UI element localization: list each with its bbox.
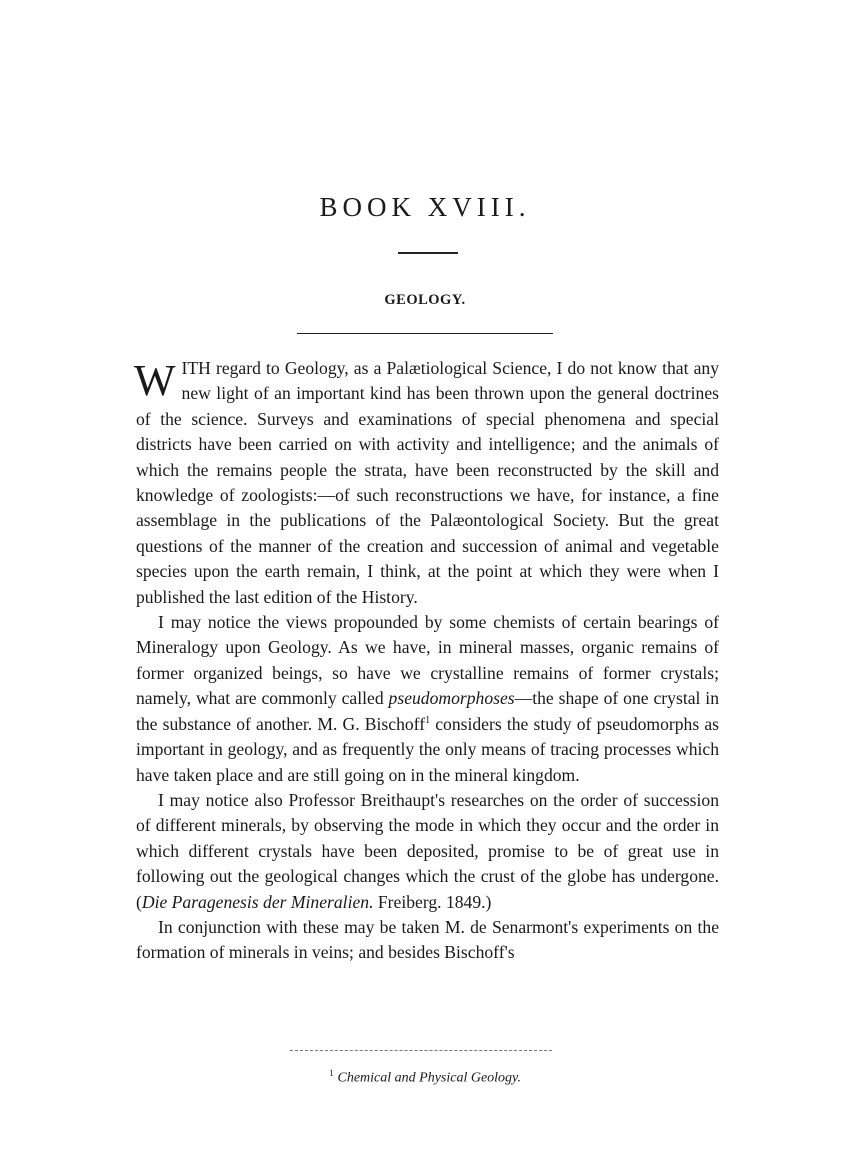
paragraph-2-italic-term: pseudomorphoses	[388, 688, 515, 709]
footnote-text: Chemical and Physical Geology.	[337, 1070, 522, 1086]
paragraph-3-text-a: I may notice also Professor Breithaupt's researches on the order of succession of different minerals, by observing the mode in which they occur and the order in which different crystals have been deposited, promise to be of great use in following out the geological changes which the crust of the globe has undergone. (	[136, 789, 719, 912]
section-divider	[297, 333, 553, 334]
drop-cap: W	[134, 356, 176, 405]
section-title: GEOLOGY.	[384, 292, 466, 308]
footnote	[0, 1068, 850, 1087]
footnote-divider	[290, 1050, 552, 1051]
paragraph-2-text-c: considers the study of pseudomorphs as important in geology, and as frequently the only means of tracing processes which have taken place and are still going on in the mineral kingdom.	[136, 713, 719, 785]
paragraph-2-text-b: —the shape of one crystal in the substance of another. M. G. Bischoff	[136, 688, 719, 734]
paragraph-1	[136, 356, 719, 610]
book-title: BOOK XVIII.	[319, 192, 531, 222]
paragraph-4	[136, 915, 719, 966]
paragraph-3-text-b: Freiberg. 1849.)	[373, 891, 492, 912]
paragraph-3	[136, 788, 719, 915]
paragraph-2-text-a: I may notice the views propounded by some chemists of certain bearings of Mineralogy upon Geology. As we have, in mineral masses, organic remains of former organized beings, so have we crystalline remains of former crystals; namely, what are commonly called	[136, 612, 719, 709]
footnote-reference: 1	[425, 714, 431, 726]
paragraph-1-text: ITH regard to Geology, as a Palætiological Science, I do not know that any new light of an important kind has been thrown upon the general doctrines of the science. Surveys and examinations of special phenomena and special districts have been carried on with activity and intelligence; and the animals of which the remains people the strata, have been reconstructed by the skill and knowledge of zoologists:—of such reconstructions we have, for instance, a fine assemblage in the publications of the Palæontological Society. But the great questions of the manner of the creation and succession of animal and vegetable species upon the earth remain, I think, at the point at which they were when I published the last edition of the History.	[136, 358, 719, 607]
footnote-mark: 1	[328, 1068, 334, 1078]
paragraph-4-text: In conjunction with these may be taken M. de Senarmont's experiments on the formation of minerals in veins; and besides Bischoff's	[136, 916, 719, 963]
paragraph-3-italic-title: Die Paragenesis der Mineralien.	[141, 891, 374, 912]
title-divider	[398, 252, 458, 254]
paragraph-2	[136, 610, 719, 788]
body-text	[136, 356, 719, 966]
